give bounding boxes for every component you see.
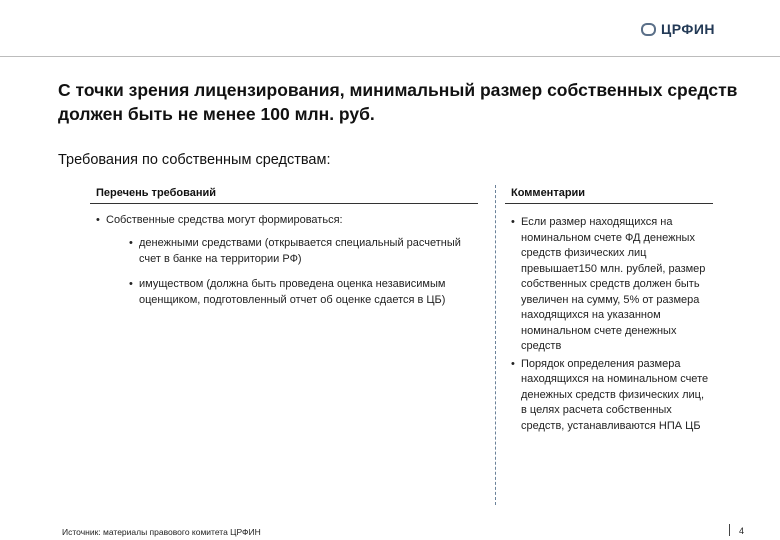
header-divider bbox=[0, 56, 780, 57]
requirements-sublist bbox=[129, 236, 469, 318]
requirements-list bbox=[96, 213, 466, 229]
comment-item: • Если размер находящихся на номинальном счете ФД денежных средств физических лиц превышает150 млн. рублей, размер собственных средств должен быть увеличен на сумму, 5% от размера находящихся на указанном номинальном счете денежных средств bbox=[511, 215, 711, 355]
source-note: Источник: материалы правового комитета ЦРФИН bbox=[62, 527, 261, 537]
comment-item: • Порядок определения размера находящихся на номинальном счете денежных средств физических лиц, в целях расчета собственных средств, устанавливаются НПА ЦБ bbox=[511, 357, 711, 435]
logo-mark-icon bbox=[641, 22, 656, 37]
requirements-header-rule bbox=[90, 203, 478, 204]
requirement-sub-item: • денежными средствами (открывается специальный расчетный счет в банке на территории РФ) bbox=[129, 236, 469, 267]
comments-header-rule bbox=[505, 203, 713, 204]
page-number-divider bbox=[729, 524, 730, 536]
column-separator bbox=[495, 185, 496, 505]
requirement-main-item: • Собственные средства могут формироваться: bbox=[96, 213, 466, 229]
section-subtitle: Требования по собственным средствам: bbox=[58, 152, 331, 168]
logo-text: ЦРФИН bbox=[661, 21, 716, 37]
company-logo bbox=[641, 21, 715, 37]
comments-list bbox=[511, 215, 711, 436]
slide-title: С точки зрения лицензирования, минимальный размер собственных средств должен быть не менее 100 млн. руб. bbox=[58, 80, 738, 124]
comments-column-header: Комментарии bbox=[511, 187, 586, 199]
requirement-sub-item: • имуществом (должна быть проведена оценка независимым оценщиком, подготовленный отчет об оценке сдается в ЦБ) bbox=[129, 277, 469, 308]
page-number: 4 bbox=[739, 526, 745, 536]
requirements-column-header: Перечень требований bbox=[96, 187, 217, 199]
